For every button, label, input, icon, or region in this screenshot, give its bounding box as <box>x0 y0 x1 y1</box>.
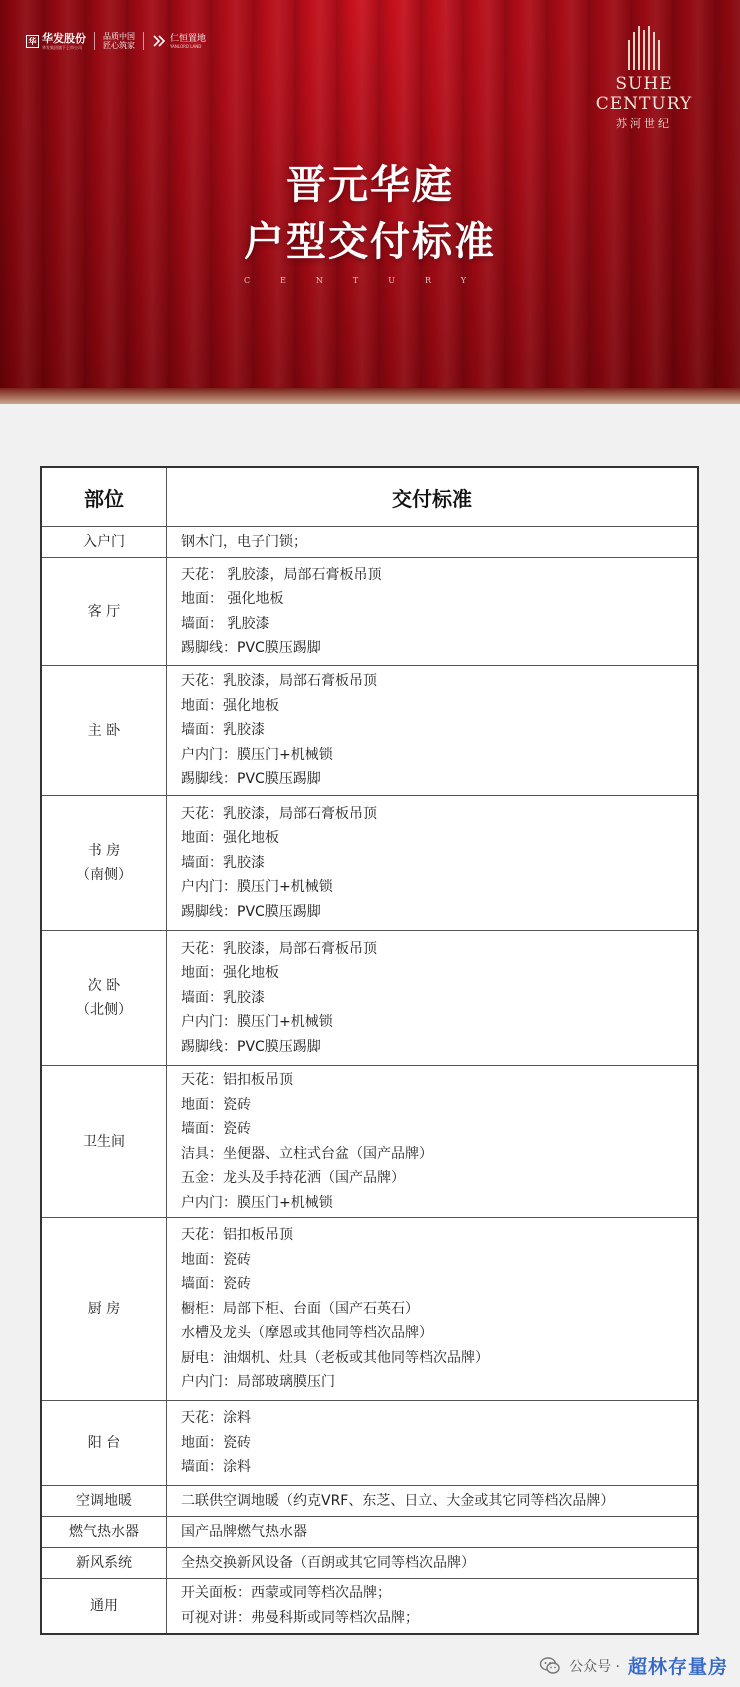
standard-item: 地面：瓷砖 <box>181 1251 251 1268</box>
row-standard <box>167 1548 699 1579</box>
huafa-sub: 华发集团旗下上市公司 <box>42 44 82 50</box>
row-standard <box>167 1486 699 1517</box>
table-row <box>41 1579 698 1634</box>
table-row <box>41 558 698 666</box>
standard-item: 可视对讲：弗曼科斯或同等档次品牌； <box>181 1609 419 1626</box>
yanlord-name: 仁恒置地 <box>170 33 207 44</box>
logo-divider <box>94 32 95 50</box>
part-label: 客 厅 <box>87 603 121 620</box>
standard-item: 墙面：涂料 <box>181 1459 251 1476</box>
part-label: 次 卧 <box>87 978 121 994</box>
standard-item: 天花： 乳胶漆，局部石膏板吊顶 <box>181 566 382 583</box>
standard-item: 墙面： 乳胶漆 <box>181 615 270 632</box>
part-label: 通用 <box>90 1597 118 1614</box>
standard-item: 墙面：瓷砖 <box>181 1276 251 1293</box>
row-part <box>41 1066 167 1218</box>
standard-item: 户内门：局部玻璃膜压门 <box>181 1374 335 1391</box>
row-part <box>41 527 167 558</box>
page-title: 晋元华庭 <box>286 162 454 208</box>
standard-item: 户内门：膜压门+机械锁 <box>181 1014 333 1031</box>
part-label: 卫生间 <box>83 1133 125 1150</box>
part-label: 空调地暖 <box>76 1493 132 1509</box>
developer-logos <box>26 32 206 50</box>
standard-item: 洁具：坐便器、立柱式台盆（国产品牌） <box>181 1145 433 1162</box>
wechat-icon <box>539 1655 561 1677</box>
standard-item: 地面：强化地板 <box>181 697 279 714</box>
standard-item: 钢木门，电子门锁； <box>181 533 307 550</box>
standard-item: 户内门：膜压门+机械锁 <box>181 746 333 763</box>
row-part <box>41 931 167 1066</box>
standard-item: 天花：涂料 <box>181 1410 251 1427</box>
standard-item: 地面：瓷砖 <box>181 1096 251 1113</box>
standard-item: 天花：乳胶漆，局部石膏板吊顶 <box>181 805 377 822</box>
standard-item: 墙面：瓷砖 <box>181 1121 251 1137</box>
header-part: 部位 <box>41 467 167 527</box>
yanlord-logo-icon <box>152 34 166 48</box>
table-header-row <box>41 467 698 527</box>
row-standard <box>167 931 699 1066</box>
standard-item: 踢脚线：PVC膜压踢脚 <box>181 1038 321 1055</box>
standard-item: 踢脚线：PVC膜压踢脚 <box>181 903 321 920</box>
row-part <box>41 1579 167 1634</box>
slogan-line2: 匠心筑家 <box>103 41 135 50</box>
standard-item: 地面：瓷砖 <box>181 1434 251 1451</box>
footer-label: 公众号 · <box>569 1658 620 1675</box>
part-label: （北侧） <box>76 1002 132 1018</box>
huafa-logo-mark: 华 <box>26 35 39 48</box>
slogan-line1: 品质中国 <box>103 32 135 41</box>
project-name-cn: 苏河世纪 <box>616 117 672 130</box>
standard-item: 踢脚线：PVC膜压踢脚 <box>181 771 321 788</box>
table-row <box>41 1218 698 1401</box>
row-part <box>41 1401 167 1486</box>
part-label: 阳 台 <box>87 1435 121 1451</box>
page-subtitle: 户型交付标准 <box>244 219 496 265</box>
row-standard <box>167 558 699 666</box>
table-row <box>41 796 698 931</box>
standard-item: 二联供空调地暖（约克VRF、东芝、日立、大金或其它同等档次品牌） <box>181 1492 615 1509</box>
standard-item: 墙面：乳胶漆 <box>181 854 265 871</box>
huafa-name: 华发股份 <box>42 31 86 45</box>
row-part <box>41 1486 167 1517</box>
delivery-standard-table <box>40 466 699 1635</box>
row-standard <box>167 1579 699 1634</box>
standard-item: 天花：乳胶漆，局部石膏板吊顶 <box>181 673 377 690</box>
header-banner <box>0 0 740 404</box>
decor-text: CENTURY <box>243 276 497 285</box>
table-row <box>41 1486 698 1517</box>
row-standard <box>167 666 699 796</box>
row-standard <box>167 1517 699 1548</box>
row-standard <box>167 1066 699 1218</box>
table-row <box>41 931 698 1066</box>
standard-item: 地面： 强化地板 <box>181 591 284 607</box>
part-label: （南侧） <box>76 867 132 883</box>
standard-item: 全热交换新风设备（百朗或其它同等档次品牌） <box>181 1554 475 1571</box>
row-standard <box>167 1401 699 1486</box>
row-part <box>41 558 167 666</box>
project-logo <box>574 26 714 131</box>
standard-item: 橱柜：局部下柜、台面（国产石英石） <box>181 1300 419 1317</box>
table-row <box>41 666 698 796</box>
footer-account-name: 超林存量房 <box>627 1656 728 1678</box>
part-label: 厨 房 <box>87 1301 121 1317</box>
part-label: 新风系统 <box>76 1555 132 1571</box>
standard-item: 五金：龙头及手持花洒（国产品牌） <box>181 1170 405 1186</box>
table-row <box>41 1066 698 1218</box>
part-label: 书 房 <box>87 843 121 859</box>
table-row <box>41 1517 698 1548</box>
row-part <box>41 666 167 796</box>
standard-item: 国产品牌燃气热水器 <box>181 1523 307 1540</box>
project-name-en: SUHE CENTURY <box>595 74 693 114</box>
standard-item: 天花：铝扣板吊顶 <box>181 1072 293 1088</box>
standard-item: 厨电：油烟机、灶具（老板或其他同等档次品牌） <box>181 1349 489 1366</box>
row-standard <box>167 796 699 931</box>
standard-item: 开关面板：西蒙或同等档次品牌； <box>181 1585 391 1602</box>
part-label: 主 卧 <box>87 722 121 739</box>
table-row <box>41 1548 698 1579</box>
standard-item: 踢脚线：PVC膜压踢脚 <box>181 640 321 656</box>
standard-item: 天花：乳胶漆，局部石膏板吊顶 <box>181 940 377 957</box>
part-label: 燃气热水器 <box>69 1524 139 1540</box>
standard-item: 户内门：膜压门+机械锁 <box>181 1194 333 1211</box>
row-part <box>41 1548 167 1579</box>
banner-bottom-edge <box>0 388 740 404</box>
standard-item: 墙面：乳胶漆 <box>181 722 265 739</box>
project-logo-lines-icon <box>574 26 714 70</box>
standard-item: 地面：强化地板 <box>181 830 279 847</box>
row-part <box>41 1517 167 1548</box>
logo-divider <box>143 32 144 50</box>
table-row <box>41 527 698 558</box>
header-standard: 交付标准 <box>167 467 699 527</box>
part-label: 入户门 <box>83 534 125 550</box>
standard-item: 墙面：乳胶漆 <box>181 989 265 1006</box>
yanlord-sub: YANLORD LAND <box>170 43 202 49</box>
row-part <box>41 796 167 931</box>
row-standard <box>167 1218 699 1401</box>
row-part <box>41 1218 167 1401</box>
watermark-footer <box>539 1652 728 1679</box>
row-standard <box>167 527 699 558</box>
standard-item: 户内门：膜压门+机械锁 <box>181 879 333 896</box>
standard-item: 地面：强化地板 <box>181 965 279 982</box>
standard-item: 水槽及龙头（摩恩或其他同等档次品牌） <box>181 1325 433 1342</box>
table-row <box>41 1401 698 1486</box>
standard-item: 天花：铝扣板吊顶 <box>181 1227 293 1244</box>
